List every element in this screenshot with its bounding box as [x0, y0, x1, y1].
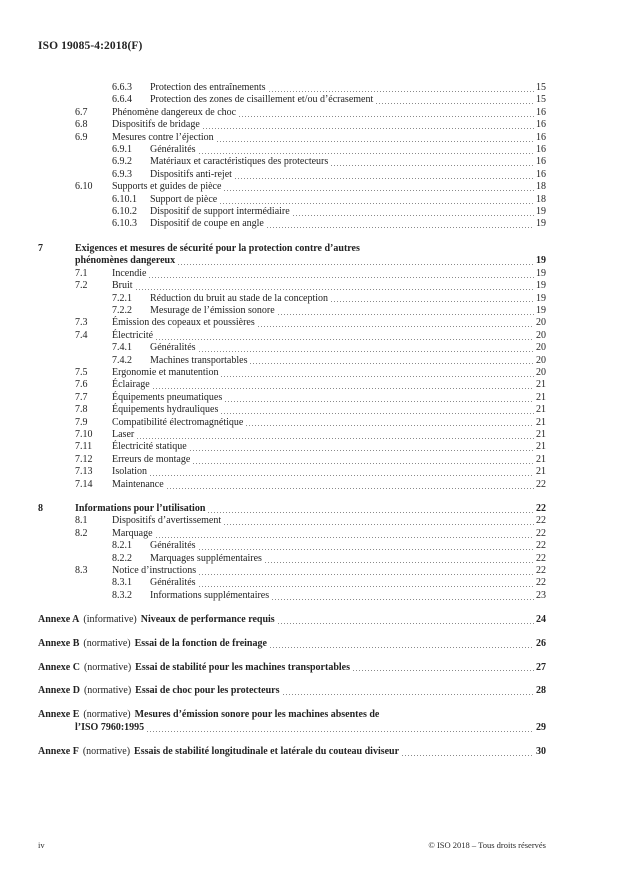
toc-entry-page: 18 [536, 193, 546, 205]
toc-entry-number: 6.9.1 [112, 144, 132, 156]
dotted-leader [265, 562, 534, 563]
toc-entry-title: Marquage [112, 527, 153, 539]
toc-entry-number: 6.9 [75, 131, 88, 143]
toc-entry-number: 8 [38, 503, 43, 514]
toc-entry-number: 6.10.1 [112, 193, 137, 205]
toc-entry [38, 330, 546, 342]
toc-entry-number: 8.1 [75, 515, 88, 527]
toc-entry [38, 243, 546, 255]
annex-title: l’ISO 7960:1995 [75, 721, 145, 733]
annex-title: Essai de choc pour les protecteurs [135, 685, 280, 697]
annex-list [38, 614, 546, 758]
annex-entry [38, 638, 546, 650]
dotted-leader [203, 128, 534, 129]
annex-entry [38, 709, 546, 721]
toc-entry-number: 7.4.1 [112, 342, 132, 354]
toc-entry-title: Équipements pneumatiques [112, 391, 223, 403]
toc-entry [38, 392, 546, 404]
page-footer [38, 840, 546, 850]
toc-entry-title: Mesures contre l’éjection [112, 131, 214, 143]
annex-label: Annexe D [38, 685, 80, 697]
annex-kind: (normative) [82, 745, 131, 757]
toc-entry-page: 16 [536, 156, 546, 168]
toc-entry-title: Émission des copeaux et poussières [112, 317, 255, 329]
toc-entry-page: 16 [536, 119, 546, 131]
toc-entry-title: Dispositifs anti-rejet [150, 168, 232, 180]
dotted-leader [272, 599, 534, 600]
dotted-leader [190, 450, 534, 451]
annex-label: Annexe C [38, 661, 80, 673]
toc-entry-page: 21 [536, 416, 546, 428]
toc-entry-title: Généralités [150, 577, 196, 589]
toc-entry [38, 132, 546, 144]
toc-entry [38, 206, 546, 218]
dotted-leader [221, 413, 534, 414]
toc-entry [38, 169, 546, 181]
toc-entry-page: 22 [536, 503, 546, 514]
dotted-leader [331, 165, 534, 166]
annex-entry-continuation [38, 722, 546, 734]
dotted-leader [235, 178, 534, 179]
toc-entry-page: 20 [536, 342, 546, 354]
dotted-leader [136, 289, 534, 290]
annex-entry [38, 685, 546, 697]
annex-title: Niveaux de performance requis [140, 613, 275, 625]
dotted-leader [199, 586, 534, 587]
toc-entry-number: 7.6 [75, 379, 88, 391]
toc-entry-title: Isolation [112, 466, 147, 478]
annex-page: 27 [536, 661, 546, 673]
toc-entry-number: 7.8 [75, 404, 88, 416]
dotted-leader [137, 438, 534, 439]
toc-entry-number: 7 [38, 242, 43, 254]
toc-entry-title: Généralités [150, 144, 196, 156]
toc-entry-number: 7.11 [75, 441, 93, 453]
toc-entry [38, 317, 546, 329]
toc-entry [38, 479, 546, 491]
toc-entry [38, 342, 546, 354]
dotted-leader [220, 203, 534, 204]
toc-entry-page: 20 [536, 366, 546, 378]
toc-entry-title: Éclairage [112, 379, 150, 391]
toc-entry [38, 379, 546, 391]
annex-label: Annexe E [38, 709, 80, 721]
toc-entry-title: Exigences et mesures de sécurité pour la protection contre d’autres [75, 242, 360, 254]
toc-entry [38, 94, 546, 106]
dotted-leader [376, 103, 534, 104]
toc-entry-page: 21 [536, 453, 546, 465]
toc-entry-page: 19 [536, 206, 546, 218]
annex-page: 26 [536, 637, 546, 649]
toc-entry [38, 577, 546, 589]
dotted-leader [153, 388, 534, 389]
toc-entry-title: Matériaux et caractéristiques des protecteurs [150, 156, 329, 168]
dotted-leader [225, 401, 534, 402]
dotted-leader [269, 91, 534, 92]
toc-entry-number: 6.6.3 [112, 82, 132, 93]
dotted-leader [239, 116, 534, 117]
toc-entry-title: Mesurage de l’émission sonore [150, 304, 275, 316]
toc-entry-number: 6.10.2 [112, 206, 137, 218]
toc-entry-title: Électricité statique [112, 441, 187, 453]
dotted-leader [149, 277, 534, 278]
toc-entry-page: 18 [536, 181, 546, 193]
toc-entry [38, 454, 546, 466]
dotted-leader [250, 363, 534, 364]
dotted-leader [293, 215, 534, 216]
toc-entry-number: 7.2.2 [112, 304, 132, 316]
toc-entry-number: 7.4 [75, 329, 88, 341]
toc-entry-continuation [38, 255, 546, 267]
toc-entry [38, 156, 546, 168]
toc-entry-title: Compatibilité électromagnétique [112, 416, 244, 428]
toc-entry [38, 107, 546, 119]
toc-entry-title: Ergonomie et manutention [112, 366, 219, 378]
toc-entry-title: Notice d’instructions [112, 565, 197, 577]
toc-entry-page: 22 [536, 515, 546, 527]
annex-kind: (informative) [83, 613, 137, 625]
toc-entry-number: 7.2.1 [112, 292, 132, 304]
annex-label: Annexe F [38, 745, 79, 757]
annex-entry [38, 614, 546, 626]
toc-entry-page: 16 [536, 144, 546, 156]
toc-entry-page: 21 [536, 466, 546, 478]
toc-entry-title: Incendie [112, 267, 147, 279]
dotted-leader [270, 647, 534, 648]
toc-entry [38, 553, 546, 565]
dotted-leader [193, 463, 534, 464]
toc-entry-number: 8.2.1 [112, 540, 132, 552]
toc-entry-number: 6.6.4 [112, 94, 132, 106]
toc-entry-number: 8.3.1 [112, 577, 132, 589]
annex-entry [38, 662, 546, 674]
toc-entry-title: Protection des zones de cisaillement et/ou d’écrasement [150, 94, 374, 106]
dotted-leader [283, 694, 534, 695]
toc-entry-page: 22 [536, 540, 546, 552]
annex-page: 28 [536, 685, 546, 697]
toc-entry-page: 22 [536, 552, 546, 564]
toc-entry [38, 280, 546, 292]
toc-entry-page: 15 [536, 94, 546, 106]
toc-entry-page: 15 [536, 82, 546, 93]
dotted-leader [199, 549, 534, 550]
toc-entry-number: 7.9 [75, 416, 88, 428]
toc-entry [38, 404, 546, 416]
toc-entry-number: 7.4.2 [112, 354, 132, 366]
toc-entry-number: 6.10 [75, 181, 93, 193]
dotted-leader [199, 351, 534, 352]
toc-entry-page: 19 [536, 218, 546, 230]
toc-entry [38, 417, 546, 429]
toc-entry-page: 22 [536, 478, 546, 490]
table-of-contents [38, 82, 546, 602]
annex-title: Essais de stabilité longitudinale et latérale du couteau diviseur [134, 745, 400, 757]
toc-entry-title: Informations pour l’utilisation [75, 503, 206, 514]
toc-entry-page: 19 [536, 304, 546, 316]
dotted-leader [224, 524, 534, 525]
toc-entry-number: 6.7 [75, 106, 88, 118]
toc-entry [38, 590, 546, 602]
toc-entry-number: 7.2 [75, 280, 88, 292]
toc-entry-page: 21 [536, 404, 546, 416]
toc-entry-page: 16 [536, 131, 546, 143]
dotted-leader [278, 623, 534, 624]
dotted-leader [150, 475, 534, 476]
dotted-leader [208, 512, 534, 513]
toc-entry [38, 355, 546, 367]
annex-page: 30 [536, 745, 546, 757]
annex-label: Annexe B [38, 637, 80, 649]
annex-kind: (normative) [83, 685, 132, 697]
toc-entry-title: Dispositif de coupe en angle [150, 218, 264, 230]
annex-kind: (normative) [83, 637, 131, 649]
dotted-leader [147, 731, 534, 732]
annex-entry [38, 746, 546, 758]
toc-entry-page: 20 [536, 317, 546, 329]
toc-entry-number: 7.12 [75, 453, 93, 465]
dotted-leader [199, 153, 534, 154]
annex-title: Mesures d’émission sonore pour les machines absentes de [134, 709, 380, 721]
toc-entry-number: 6.9.3 [112, 168, 132, 180]
toc-entry [38, 119, 546, 131]
toc-entry-number: 7.14 [75, 478, 93, 490]
toc-entry-page: 16 [536, 168, 546, 180]
toc-entry-page: 22 [536, 577, 546, 589]
toc-entry-number: 6.10.3 [112, 218, 137, 230]
toc-entry-title: Erreurs de montage [112, 453, 191, 465]
dotted-leader [217, 141, 534, 142]
toc-entry [38, 466, 546, 478]
toc-entry-page: 22 [536, 565, 546, 577]
toc-entry [38, 181, 546, 193]
toc-entry-number: 7.10 [75, 428, 93, 440]
toc-entry-title: Protection des entraînements [150, 82, 266, 93]
toc-entry [38, 515, 546, 527]
toc-entry-title: Équipements hydrauliques [112, 404, 219, 416]
toc-entry [38, 194, 546, 206]
toc-entry-title: Phénomène dangereux de choc [112, 106, 237, 118]
toc-entry-number: 7.7 [75, 391, 88, 403]
toc-entry-title: Électricité [112, 329, 154, 341]
toc-entry-number: 8.2 [75, 527, 88, 539]
toc-entry-title: Réduction du bruit au stade de la conception [150, 292, 329, 304]
document-reference: ISO 19085-4:2018(F) [38, 40, 143, 52]
toc-entry-title: phénomènes dangereux [75, 255, 176, 267]
toc-entry-page: 19 [536, 267, 546, 279]
toc-entry-number: 8.2.2 [112, 552, 132, 564]
toc-entry-title: Dispositif de support intermédiaire [150, 206, 290, 218]
toc-entry-title: Marquages supplémentaires [150, 552, 262, 564]
toc-entry-number: 8.3 [75, 565, 88, 577]
toc-entry-page: 21 [536, 441, 546, 453]
toc-entry-page: 23 [536, 589, 546, 601]
toc-entry [38, 268, 546, 280]
toc-entry-title: Généralités [150, 540, 196, 552]
dotted-leader [267, 227, 534, 228]
toc-entry-page: 22 [536, 527, 546, 539]
page-number: iv [38, 840, 45, 850]
dotted-leader [224, 190, 534, 191]
annex-page: 29 [536, 721, 546, 733]
annex-label: Annexe A [38, 613, 80, 625]
annex-title: Essai de stabilité pour les machines transportables [135, 661, 350, 673]
toc-entry-page: 21 [536, 428, 546, 440]
toc-entry-title: Maintenance [112, 478, 164, 490]
toc-entry-title: Bruit [112, 280, 133, 292]
dotted-leader [246, 425, 534, 426]
toc-entry [38, 429, 546, 441]
annex-kind: (normative) [83, 709, 131, 721]
toc-entry-number: 7.3 [75, 317, 88, 329]
toc-entry [38, 503, 546, 515]
dotted-leader [178, 264, 534, 265]
dotted-leader [353, 670, 534, 671]
toc-entry-page: 21 [536, 379, 546, 391]
toc-entry-title: Dispositifs de bridage [112, 119, 200, 131]
toc-entry-title: Informations supplémentaires [150, 589, 270, 601]
dotted-leader [221, 376, 534, 377]
dotted-leader [199, 574, 534, 575]
toc-entry [38, 305, 546, 317]
toc-entry [38, 218, 546, 230]
toc-entry-page: 20 [536, 354, 546, 366]
toc-entry-number: 8.3.2 [112, 589, 132, 601]
toc-entry-number: 7.5 [75, 366, 88, 378]
toc-entry-page: 16 [536, 106, 546, 118]
toc-entry [38, 540, 546, 552]
toc-entry-title: Support de pièce [150, 193, 218, 205]
toc-entry-page: 19 [536, 292, 546, 304]
toc-entry [38, 367, 546, 379]
toc-entry [38, 565, 546, 577]
toc-entry [38, 293, 546, 305]
toc-entry-number: 7.1 [75, 267, 88, 279]
toc-entry-number: 6.8 [75, 119, 88, 131]
annex-title: Essai de la fonction de freinage [134, 637, 267, 649]
annex-page: 24 [536, 613, 546, 625]
dotted-leader [156, 339, 534, 340]
toc-entry-title: Supports et guides de pièce [112, 181, 222, 193]
dotted-leader [258, 326, 534, 327]
toc-entry-title: Généralités [150, 342, 196, 354]
toc-entry [38, 82, 546, 94]
toc-entry-page: 19 [536, 280, 546, 292]
toc-entry-number: 7.13 [75, 466, 93, 478]
dotted-leader [402, 755, 534, 756]
dotted-leader [156, 537, 534, 538]
toc-entry-number: 6.9.2 [112, 156, 132, 168]
toc-entry-title: Laser [112, 428, 135, 440]
dotted-leader [331, 301, 534, 302]
toc-entry [38, 441, 546, 453]
dotted-leader [278, 314, 534, 315]
toc-entry-title: Machines transportables [150, 354, 248, 366]
toc-entry [38, 528, 546, 540]
copyright-notice: © ISO 2018 – Tous droits réservés [428, 840, 546, 850]
toc-entry-page: 19 [536, 255, 546, 267]
toc-entry-page: 20 [536, 329, 546, 341]
toc-entry-page: 21 [536, 391, 546, 403]
toc-entry [38, 144, 546, 156]
annex-kind: (normative) [83, 661, 132, 673]
toc-entry-title: Dispositifs d’avertissement [112, 515, 222, 527]
dotted-leader [167, 488, 534, 489]
